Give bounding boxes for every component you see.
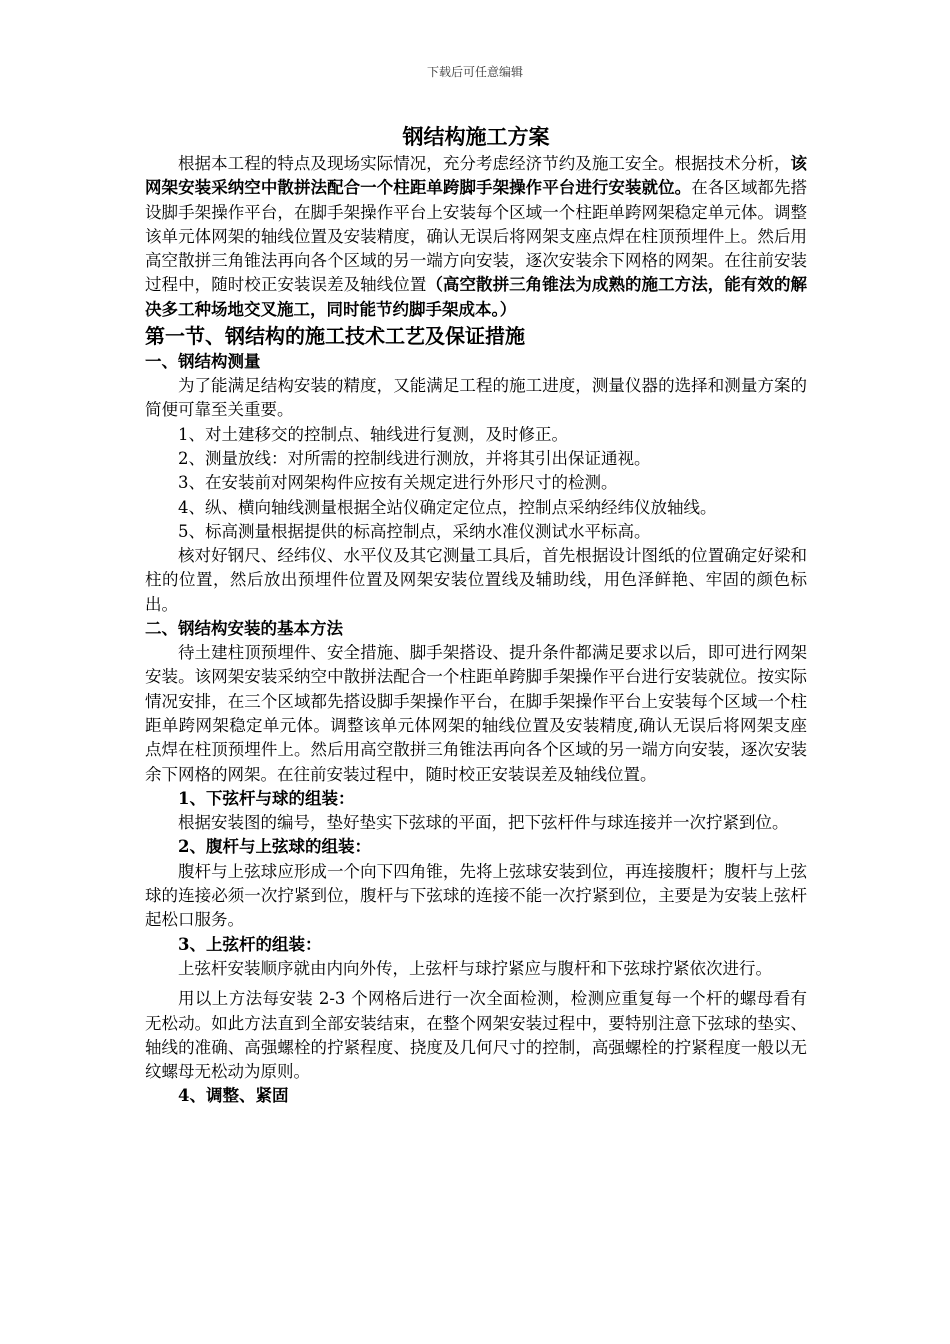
step-3-text: 上弦杆安装顺序就由内向外传，上弦杆与球拧紧应与腹杆和下弦球拧紧依次进行。 xyxy=(178,958,772,978)
step-2-text: 腹杆与上弦球应形成一个向下四角锥，先将上弦球安装到位，再连接腹杆；腹杆与上弦球的连接必须一次拧紧到位，腹杆与下弦球的连接不能一次拧紧到位，主要是为安装上弦杆起松口服务。 xyxy=(145,861,807,930)
install-lead: 待土建柱顶预埋件、安全措施、脚手架搭设、提升条件都满足要求以后，即可进行网架安装。该网架安装采纳空中散拼法配合一个柱距单跨脚手架操作平台进行安装就位。按实际情况安排，在三个区域都先搭设脚手架操作平台，在脚手架操作平台上安装每个区域一个柱距单跨网架稳定单元体。调整该单元体网架的轴线位置及安装精度,确认无误后将网架支座点焊在柱顶预埋件上。然后用高空散拼三角锥法再向各个区域的另一端方向安装，逐次安装余下网格的网架。在往前安装过程中，随时校正安装误差及轴线位置。 xyxy=(145,643,807,784)
intro-bold-1: 该网架安装采纳空中散拼法配合一个柱距单跨脚手架操作平台进行安装就位。 xyxy=(145,154,807,198)
inspection-text: 用以上方法每安装 2-3 个网格后进行一次全面检测，检测应重复每一个杆的螺母看有无松动。如此方法直到全部安装结束，在整个网架安装过程中，要特别注意下弦球的垫实、轴线的准确、高强螺栓的拧紧程度、挠度及几何尺寸的控制，高强螺栓的拧紧程度一般以无纹螺母无松动为原则。 xyxy=(145,989,807,1082)
intro-text-2: 在各区域都先搭设脚手架操作平台，在脚手架操作平台上安装每个区域一个柱距单跨网架稳定单元体。调整该单元体网架的轴线位置及安装精度，确认无误后将网架支座点焊在柱顶预埋件上。然后用高空散拼三角锥法再向各个区域的另一端方向安装，逐次安装余下网格的网架。在往前安装过程中，随时校正安装误差及轴线位置 xyxy=(145,178,808,295)
subsection-survey-heading: 一、钢结构测量 xyxy=(145,352,261,372)
survey-item-1: 1、对土建移交的控制点、轴线进行复测，及时修正。 xyxy=(178,424,568,444)
page-header-note: 下载后可任意编辑 xyxy=(426,65,523,79)
document-body xyxy=(145,124,807,1109)
step-3-heading: 3、上弦杆的组装： xyxy=(178,934,322,954)
step-2-heading: 2、腹杆与上弦球的组装： xyxy=(178,837,371,857)
survey-lead: 为了能满足结构安装的精度，又能满足工程的施工进度，测量仪器的选择和测量方案的简便可靠至关重要。 xyxy=(145,376,807,420)
intro-bold-2: （高空散拼三角锥法为成熟的施工方法，能有效的解决多工种场地交叉施工，同时能节约脚手架成本。） xyxy=(145,275,808,319)
survey-item-2: 2、测量放线：对所需的控制线进行测放，并将其引出保证通视。 xyxy=(178,448,651,468)
subsection-install-heading: 二、钢结构安装的基本方法 xyxy=(145,619,343,639)
intro-text-1: 根据本工程的特点及现场实际情况，充分考虑经济节约及施工安全。根据技术分析， xyxy=(178,154,791,173)
survey-item-3: 3、在安装前对网架构件应按有关规定进行外形尺寸的检测。 xyxy=(178,473,618,493)
step-1-heading: 1、下弦杆与球的组装： xyxy=(178,788,355,808)
step-4-heading: 4、调整、紧固 xyxy=(178,1086,289,1106)
section-1-heading: 第一节、钢结构的施工技术工艺及保证措施 xyxy=(145,324,525,349)
step-1-text: 根据安装图的编号，垫好垫实下弦球的平面，把下弦杆件与球连接并一次拧紧到位。 xyxy=(178,813,789,833)
document-title: 钢结构施工方案 xyxy=(402,124,550,149)
intro-paragraph xyxy=(145,152,807,322)
survey-item-5: 5、标高测量根据提供的标高控制点，采纳水准仪测试水平标高。 xyxy=(178,521,651,541)
survey-item-4: 4、纵、横向轴线测量根据全站仪确定定位点，控制点采纳经纬仪放轴线。 xyxy=(178,497,717,517)
survey-closing: 核对好钢尺、经纬仪、水平仪及其它测量工具后，首先根据设计图纸的位置确定好梁和柱的位置，然后放出预埋件位置及网架安装位置线及辅助线，用色泽鲜艳、牢固的颜色标出。 xyxy=(145,546,807,614)
